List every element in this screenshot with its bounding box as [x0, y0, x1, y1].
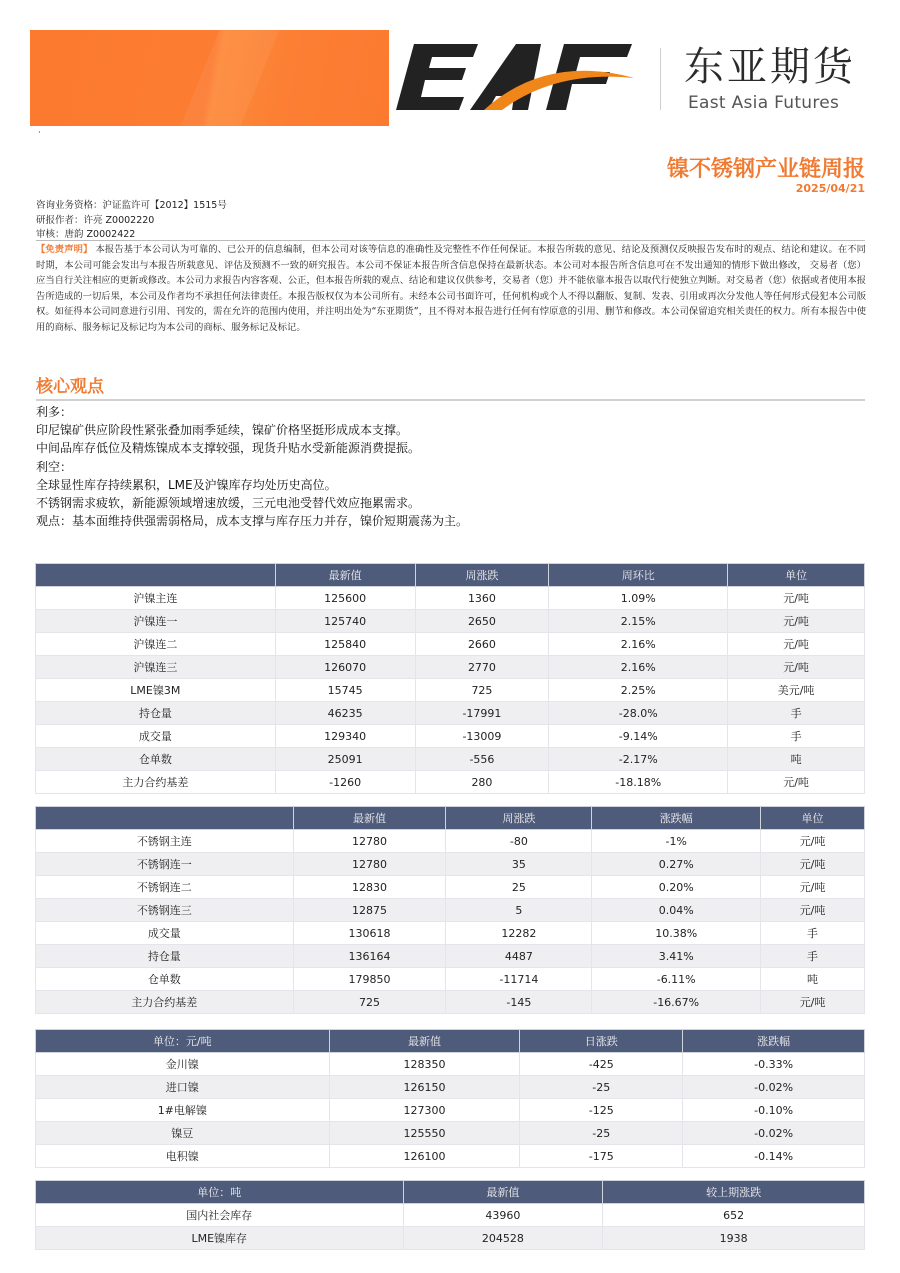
row-label-cell: 进口镍: [36, 1076, 330, 1099]
reviewer-line: 审核：唐韵 Z0002422: [36, 229, 136, 240]
column-header: [36, 807, 294, 830]
table-row: [36, 1053, 865, 1076]
nickel-inventory-table: [35, 1180, 865, 1250]
report-meta: [36, 199, 227, 243]
value-cell: 652: [603, 1204, 865, 1227]
value-cell: -125: [520, 1099, 683, 1122]
value-cell: 手: [728, 702, 865, 725]
core-line-conclusion: 观点：基本面维持供强需弱格局，成本支撑与库存压力并存，镍价短期震荡为主。: [36, 514, 469, 529]
table-row: [36, 899, 865, 922]
value-cell: -0.14%: [683, 1145, 865, 1168]
value-cell: 12282: [446, 922, 592, 945]
value-cell: 136164: [293, 945, 446, 968]
column-header: 最新值: [403, 1181, 603, 1204]
value-cell: 179850: [293, 968, 446, 991]
value-cell: -16.67%: [592, 991, 761, 1014]
row-label-cell: 持仓量: [36, 702, 276, 725]
value-cell: 25091: [275, 748, 415, 771]
value-cell: 10.38%: [592, 922, 761, 945]
value-cell: 35: [446, 853, 592, 876]
value-cell: 125600: [275, 587, 415, 610]
value-cell: 元/吨: [728, 587, 865, 610]
column-header: 周环比: [549, 564, 728, 587]
row-label-cell: 成交量: [36, 922, 294, 945]
value-cell: -1%: [592, 830, 761, 853]
table-row: [36, 853, 865, 876]
table-row: [36, 748, 865, 771]
value-cell: -25: [520, 1076, 683, 1099]
value-cell: -0.10%: [683, 1099, 865, 1122]
value-cell: 2650: [415, 610, 549, 633]
column-header: 最新值: [329, 1030, 520, 1053]
value-cell: 2.16%: [549, 656, 728, 679]
header-orange-band: [30, 30, 389, 126]
column-header: 较上期涨跌: [603, 1181, 865, 1204]
nickel-futures-table: [35, 563, 865, 794]
value-cell: 2770: [415, 656, 549, 679]
row-label-cell: LME镍库存: [36, 1227, 404, 1250]
row-label-cell: 沪镍连二: [36, 633, 276, 656]
eaf-logo-icon: [396, 44, 646, 114]
column-header: 最新值: [275, 564, 415, 587]
value-cell: 手: [761, 945, 865, 968]
value-cell: 0.04%: [592, 899, 761, 922]
value-cell: -6.11%: [592, 968, 761, 991]
value-cell: 元/吨: [761, 830, 865, 853]
core-line: 中间品库存低位及精炼镍成本支撑较强，现货升贴水受新能源消费提振。: [36, 441, 421, 456]
value-cell: 吨: [728, 748, 865, 771]
value-cell: 128350: [329, 1053, 520, 1076]
core-line: 不锈钢需求疲软，新能源领域增速放缓，三元电池受替代效应拖累需求。: [36, 496, 421, 511]
value-cell: 元/吨: [728, 656, 865, 679]
value-cell: 126100: [329, 1145, 520, 1168]
value-cell: 725: [415, 679, 549, 702]
value-cell: -25: [520, 1122, 683, 1145]
table-row: [36, 1145, 865, 1168]
row-label-cell: 电积镍: [36, 1145, 330, 1168]
value-cell: 25: [446, 876, 592, 899]
table-row: [36, 679, 865, 702]
value-cell: -28.0%: [549, 702, 728, 725]
value-cell: 126070: [275, 656, 415, 679]
nickel-spot-price-table: [35, 1029, 865, 1168]
column-header: [36, 564, 276, 587]
value-cell: 0.20%: [592, 876, 761, 899]
disclaimer-text: 本报告基于本公司认为可靠的、已公开的信息编制，但本公司对该等信息的准确性及完整性不作任何保证。本报告所载的意见、结论及预测仅反映报告发布时的观点、结论和建议。在不同时期，本公司可能会发出与本报告所载意见、评估及预测不一致的研究报告。本公司不保证本报告所含信息保持在最新状态。本公司对本报告所含信息可在不发出通知的情形下做出修改， 交易者（您）应当自行关注相应的更新或修改。本公司力求报告内容客观、公正，但本报告所载的观点、结论和建议仅供参考，交易者（您）并不能依靠本报告以取代行使独立判断。对交易者（您）依据或者使用本报告所造成的一切后果，本公司及作者均不承担任何法律责任。本报告版权仅为本公司所有。未经本公司书面许可，任何机构或个人不得以翻版、复制、发表、引用或再次分发他人等任何形式侵犯本公司版权。如征得本公司同意进行引用、刊发的，需在允许的范围内使用，并注明出处为“东亚期货”，且不得对本报告进行任何有悖原意的引用、删节和修改。本公司保留追究相关责任的权力。所有本报告中使用的商标、服务标记及标记均为本公司的商标、服务标记及标记。: [36, 244, 866, 333]
table-row: [36, 1122, 865, 1145]
value-cell: 美元/吨: [728, 679, 865, 702]
value-cell: 125840: [275, 633, 415, 656]
band-highlight: [181, 30, 280, 126]
row-label-cell: 仓单数: [36, 968, 294, 991]
value-cell: 43960: [403, 1204, 603, 1227]
disclaimer-tag: 【免责声明】: [36, 244, 93, 255]
table-row: [36, 876, 865, 899]
column-header: 周涨跌: [446, 807, 592, 830]
value-cell: 元/吨: [728, 771, 865, 794]
column-header: 单位: [728, 564, 865, 587]
value-cell: 元/吨: [728, 633, 865, 656]
table-row: [36, 991, 865, 1014]
value-cell: 125550: [329, 1122, 520, 1145]
row-label-cell: 主力合约基差: [36, 771, 276, 794]
value-cell: 725: [293, 991, 446, 1014]
core-line-bearish-label: 利空：: [36, 459, 73, 474]
license-line: 咨询业务资格：沪证监许可【2012】1515号: [36, 200, 227, 211]
report-date: 2025/04/21: [795, 182, 865, 195]
column-header: 涨跌幅: [592, 807, 761, 830]
value-cell: 129340: [275, 725, 415, 748]
value-cell: 126150: [329, 1076, 520, 1099]
value-cell: 46235: [275, 702, 415, 725]
column-header: 单位：元/吨: [36, 1030, 330, 1053]
value-cell: 4487: [446, 945, 592, 968]
value-cell: -17991: [415, 702, 549, 725]
column-header: 日涨跌: [520, 1030, 683, 1053]
meta-divider: [36, 240, 865, 241]
stainless-futures-table: [35, 806, 865, 1014]
stray-dot: ·: [38, 128, 41, 138]
section-divider: [36, 399, 865, 401]
table-row: [36, 587, 865, 610]
table-header-row: [36, 564, 865, 587]
value-cell: 2.25%: [549, 679, 728, 702]
column-header: 单位: [761, 807, 865, 830]
value-cell: -2.17%: [549, 748, 728, 771]
value-cell: 12780: [293, 830, 446, 853]
core-line: 印尼镍矿供应阶段性紧张叠加雨季延续，镍矿价格坚挺形成成本支撑。: [36, 423, 409, 438]
row-label-cell: 国内社会库存: [36, 1204, 404, 1227]
row-label-cell: 主力合约基差: [36, 991, 294, 1014]
table-row: [36, 922, 865, 945]
value-cell: 元/吨: [728, 610, 865, 633]
row-label-cell: 不锈钢连三: [36, 899, 294, 922]
value-cell: 元/吨: [761, 853, 865, 876]
value-cell: 2.16%: [549, 633, 728, 656]
row-label-cell: 不锈钢连二: [36, 876, 294, 899]
value-cell: 2.15%: [549, 610, 728, 633]
author-line: 研报作者：许亮 Z0002220: [36, 214, 155, 226]
table-row: [36, 633, 865, 656]
table-row: [36, 771, 865, 794]
value-cell: -13009: [415, 725, 549, 748]
value-cell: 手: [728, 725, 865, 748]
value-cell: 15745: [275, 679, 415, 702]
value-cell: -18.18%: [549, 771, 728, 794]
value-cell: -425: [520, 1053, 683, 1076]
table-row: [36, 656, 865, 679]
value-cell: 0.27%: [592, 853, 761, 876]
value-cell: 280: [415, 771, 549, 794]
table-header-row: [36, 1030, 865, 1053]
row-label-cell: 成交量: [36, 725, 276, 748]
table-row: [36, 702, 865, 725]
value-cell: -9.14%: [549, 725, 728, 748]
value-cell: -1260: [275, 771, 415, 794]
column-header: 周涨跌: [415, 564, 549, 587]
value-cell: -80: [446, 830, 592, 853]
company-name-cn: 东亚期货: [684, 44, 856, 90]
value-cell: 1938: [603, 1227, 865, 1250]
value-cell: -145: [446, 991, 592, 1014]
row-label-cell: 不锈钢主连: [36, 830, 294, 853]
table-row: [36, 610, 865, 633]
value-cell: 125740: [275, 610, 415, 633]
table-row: [36, 1204, 865, 1227]
value-cell: -175: [520, 1145, 683, 1168]
table-row: [36, 1076, 865, 1099]
value-cell: 130618: [293, 922, 446, 945]
value-cell: 1360: [415, 587, 549, 610]
row-label-cell: 持仓量: [36, 945, 294, 968]
report-title: 镍不锈钢产业链周报: [666, 157, 865, 182]
company-name-en: East Asia Futures: [688, 93, 840, 113]
value-cell: 元/吨: [761, 899, 865, 922]
table-row: [36, 1227, 865, 1250]
value-cell: 5: [446, 899, 592, 922]
value-cell: 204528: [403, 1227, 603, 1250]
value-cell: -0.02%: [683, 1076, 865, 1099]
table-row: [36, 968, 865, 991]
core-line-bullish-label: 利多：: [36, 405, 73, 419]
column-header: 最新值: [293, 807, 446, 830]
value-cell: 1.09%: [549, 587, 728, 610]
core-view-body: [36, 403, 468, 530]
row-label-cell: 沪镍连一: [36, 610, 276, 633]
table-row: [36, 1099, 865, 1122]
value-cell: -0.33%: [683, 1053, 865, 1076]
row-label-cell: LME镍3M: [36, 679, 276, 702]
table-row: [36, 725, 865, 748]
column-header: 涨跌幅: [683, 1030, 865, 1053]
value-cell: -0.02%: [683, 1122, 865, 1145]
value-cell: 元/吨: [761, 876, 865, 899]
row-label-cell: 沪镍连三: [36, 656, 276, 679]
row-label-cell: 金川镍: [36, 1053, 330, 1076]
value-cell: 手: [761, 922, 865, 945]
table-row: [36, 830, 865, 853]
row-label-cell: 1#电解镍: [36, 1099, 330, 1122]
column-header: 单位：吨: [36, 1181, 404, 1204]
disclaimer: [36, 242, 866, 336]
core-line: 全球显性库存持续累积，LME及沪镍库存均处历史高位。: [36, 477, 337, 492]
row-label-cell: 仓单数: [36, 748, 276, 771]
core-view-title: 核心观点: [36, 377, 104, 397]
value-cell: 12830: [293, 876, 446, 899]
table-header-row: [36, 807, 865, 830]
logo-divider: [660, 48, 661, 110]
row-label-cell: 镍豆: [36, 1122, 330, 1145]
table-header-row: [36, 1181, 865, 1204]
value-cell: 127300: [329, 1099, 520, 1122]
value-cell: 12875: [293, 899, 446, 922]
value-cell: -556: [415, 748, 549, 771]
value-cell: 元/吨: [761, 991, 865, 1014]
value-cell: 12780: [293, 853, 446, 876]
row-label-cell: 不锈钢连一: [36, 853, 294, 876]
value-cell: 3.41%: [592, 945, 761, 968]
table-row: [36, 945, 865, 968]
value-cell: 吨: [761, 968, 865, 991]
value-cell: -11714: [446, 968, 592, 991]
row-label-cell: 沪镍主连: [36, 587, 276, 610]
value-cell: 2660: [415, 633, 549, 656]
